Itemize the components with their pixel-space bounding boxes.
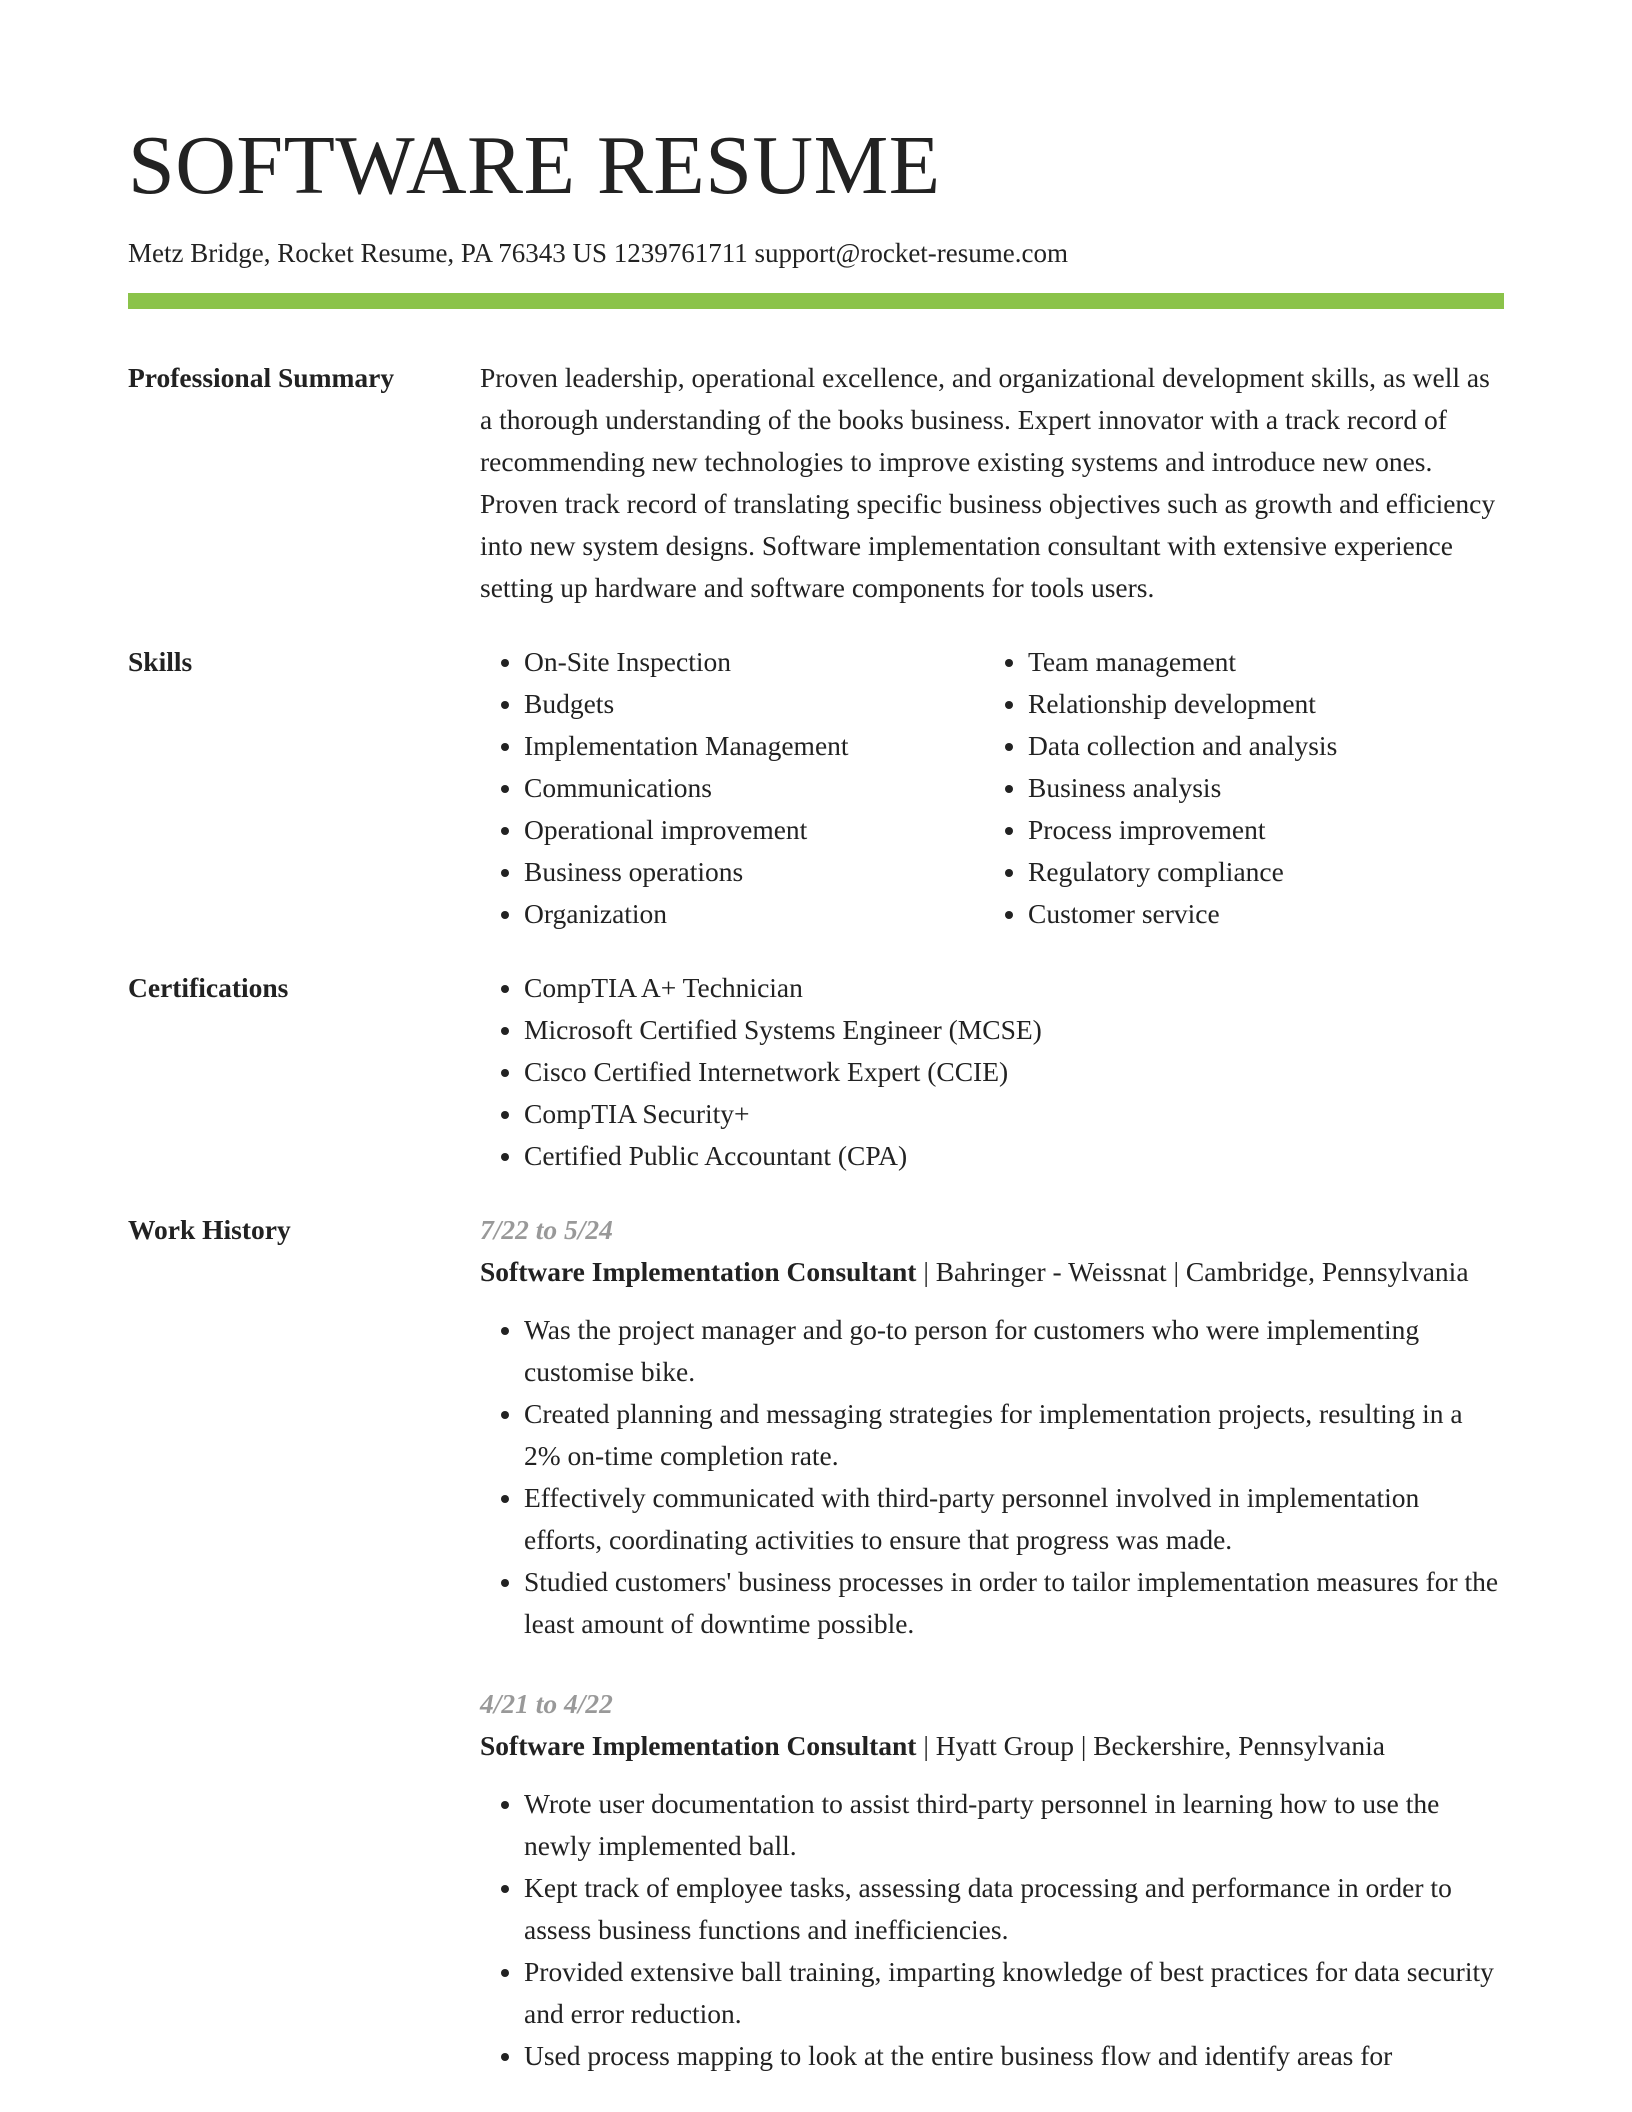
skill-item: • Relationship development xyxy=(1028,683,1488,725)
skill-item: • Business operations xyxy=(524,851,984,893)
skill-item: • Business analysis xyxy=(1028,767,1488,809)
job-details: | Bahringer - Weissnat | Cambridge, Pennsylvania xyxy=(916,1256,1469,1288)
job-details: | Hyatt Group | Beckershire, Pennsylvania xyxy=(916,1730,1385,1762)
skills-column-left xyxy=(480,641,984,935)
job-title: Software Implementation Consultant xyxy=(480,1730,917,1762)
job-bullet: • Studied customers' business processes in order to tailor implementation measures for the least amount of downtime possible. xyxy=(524,1561,1504,1645)
summary-text: Proven leadership, operational excellence, and organizational development skills, as well as a thorough understanding of the books business. Expert innovator with a track record of recommending new technologies to improve existing systems and introduce new ones. Proven track record of translating specific business objectives such as growth and efficiency into new system designs. Software implementation consultant with extensive experience setting up hardware and software components for tools users. xyxy=(480,362,1496,604)
certifications-section xyxy=(128,967,1504,1177)
certifications-body xyxy=(480,967,1504,1177)
certification-item: • Certified Public Accountant (CPA) xyxy=(524,1135,1504,1177)
certifications-label: Certifications xyxy=(128,972,289,1004)
job-dates: 4/21 to 4/22 xyxy=(480,1688,613,1720)
certification-item: • Microsoft Certified Systems Engineer (MCSE) xyxy=(524,1009,1504,1051)
skill-item: • Team management xyxy=(1028,641,1488,683)
job-bullet: • Wrote user documentation to assist third-party personnel in learning how to use the newly implemented ball. xyxy=(524,1783,1504,1867)
contact-line: Metz Bridge, Rocket Resume, PA 76343 US 1239761711 support@rocket-resume.com xyxy=(128,238,1069,269)
certifications-list xyxy=(480,967,1504,1177)
job-heading xyxy=(480,1725,1504,1767)
summary-section xyxy=(128,357,1504,609)
skill-item: • Budgets xyxy=(524,683,984,725)
skill-item: • Organization xyxy=(524,893,984,935)
job-bullets xyxy=(480,1783,1504,2077)
job-entry xyxy=(480,1209,1504,1645)
skills-grid xyxy=(480,641,1504,935)
certification-item: • Cisco Certified Internetwork Expert (CCIE) xyxy=(524,1051,1504,1093)
job-title: Software Implementation Consultant xyxy=(480,1256,917,1288)
skills-label: Skills xyxy=(128,646,193,678)
work-history-body xyxy=(480,1209,1504,2077)
skill-item: • Operational improvement xyxy=(524,809,984,851)
skill-item: • Communications xyxy=(524,767,984,809)
certification-item: • CompTIA Security+ xyxy=(524,1093,1504,1135)
accent-divider xyxy=(128,293,1504,309)
skills-column-right xyxy=(984,641,1488,935)
resume-title: SOFTWARE RESUME xyxy=(128,119,941,212)
work-history-section xyxy=(128,1209,1504,2077)
skill-item: • Implementation Management xyxy=(524,725,984,767)
job-bullet: • Effectively communicated with third-party personnel involved in implementation efforts, coordinating activities to ensure that progress was made. xyxy=(524,1477,1504,1561)
skill-item: • Process improvement xyxy=(1028,809,1488,851)
job-bullet: • Created planning and messaging strategies for implementation projects, resulting in a 2% on-time completion rate. xyxy=(524,1393,1504,1477)
job-heading xyxy=(480,1251,1504,1293)
skills-list-left xyxy=(480,641,984,935)
skills-section xyxy=(128,641,1504,935)
job-bullet: • Was the project manager and go-to person for customers who were implementing customise bike. xyxy=(524,1309,1504,1393)
job-bullet: • Provided extensive ball training, imparting knowledge of best practices for data security and error reduction. xyxy=(524,1951,1504,2035)
job-bullets xyxy=(480,1309,1504,1645)
skills-list-right xyxy=(984,641,1488,935)
job-dates: 7/22 to 5/24 xyxy=(480,1214,613,1246)
skill-item: • On-Site Inspection xyxy=(524,641,984,683)
certification-item: • CompTIA A+ Technician xyxy=(524,967,1504,1009)
job-bullet: • Used process mapping to look at the entire business flow and identify areas for xyxy=(524,2035,1504,2077)
summary-label: Professional Summary xyxy=(128,362,395,394)
job-entry xyxy=(480,1683,1504,2077)
work-history-label: Work History xyxy=(128,1214,291,1246)
skill-item: • Customer service xyxy=(1028,893,1488,935)
skill-item: • Regulatory compliance xyxy=(1028,851,1488,893)
job-bullet: • Kept track of employee tasks, assessing data processing and performance in order to assess business functions and inefficiencies. xyxy=(524,1867,1504,1951)
skill-item: • Data collection and analysis xyxy=(1028,725,1488,767)
